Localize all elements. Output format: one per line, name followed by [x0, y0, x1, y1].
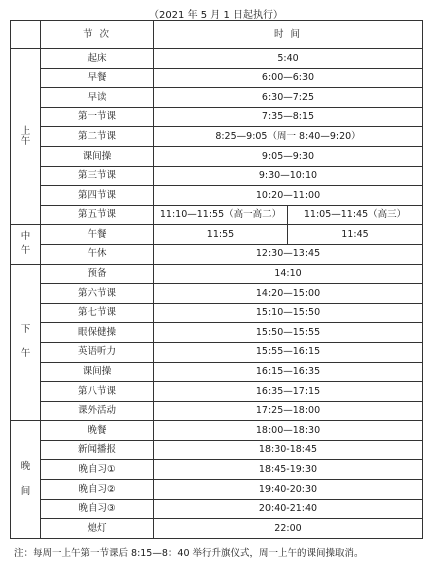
session-time: 6:30—7:25	[154, 88, 423, 108]
session-item: 第二节课	[41, 127, 154, 147]
session-item: 晚自习①	[41, 460, 154, 480]
period-char: 间	[20, 485, 31, 497]
session-item: 眼保健操	[41, 323, 154, 343]
session-time: 22:00	[154, 519, 423, 539]
session-time: 6:00—6:30	[154, 68, 423, 88]
session-item: 第六节课	[41, 284, 154, 304]
footnote: 注：每周一上午第一节课后 8:15—8：40 举行升旗仪式，周一上午的课间操取消。	[14, 548, 364, 559]
session-time: 17:25—18:00	[154, 401, 423, 421]
table-row	[11, 499, 423, 519]
session-item: 早餐	[41, 68, 154, 88]
session-item: 晚自习②	[41, 480, 154, 500]
session-time: 16:35—17:15	[154, 382, 423, 402]
session-item: 晚餐	[41, 421, 154, 441]
session-item: 第三节课	[41, 166, 154, 186]
session-time: 18:45-19:30	[154, 460, 423, 480]
table-row	[11, 323, 423, 343]
session-time: 18:30-18:45	[154, 440, 423, 460]
session-item: 预备	[41, 264, 154, 284]
period-char: 午	[20, 135, 31, 147]
header-blank-cell	[11, 21, 41, 49]
session-time: 9:05—9:30	[154, 146, 423, 166]
session-time: 10:20—11:00	[154, 186, 423, 206]
period-char: 下	[20, 323, 31, 335]
table-row	[11, 264, 423, 284]
table-row	[11, 401, 423, 421]
table-header-row	[11, 21, 423, 49]
session-time: 5:40	[154, 49, 423, 69]
table-row	[11, 284, 423, 304]
period-char: 上	[20, 126, 31, 138]
table-row	[11, 68, 423, 88]
session-item: 第七节课	[41, 303, 154, 323]
session-time: 18:00—18:30	[154, 421, 423, 441]
table-row	[11, 440, 423, 460]
table-row	[11, 88, 423, 108]
session-time-grade12: 11:10—11:55（高一高二）	[154, 205, 288, 225]
session-item: 课间操	[41, 146, 154, 166]
session-time: 19:40-20:30	[154, 480, 423, 500]
table-row	[11, 107, 423, 127]
session-item: 第一节课	[41, 107, 154, 127]
session-time: 16:15—16:35	[154, 362, 423, 382]
session-item: 早读	[41, 88, 154, 108]
session-time: 15:55—16:15	[154, 342, 423, 362]
period-char: 午	[20, 348, 31, 360]
table-row	[11, 421, 423, 441]
session-item: 第八节课	[41, 382, 154, 402]
header-session: 节 次	[41, 21, 154, 49]
session-time: 12:30—13:45	[154, 244, 423, 264]
header-time: 时 间	[154, 21, 423, 49]
session-item: 课间操	[41, 362, 154, 382]
table-row	[11, 146, 423, 166]
session-time-grade12: 11:55	[154, 225, 288, 245]
table-row	[11, 342, 423, 362]
session-time: 14:10	[154, 264, 423, 284]
table-row	[11, 244, 423, 264]
session-time: 9:30—10:10	[154, 166, 423, 186]
session-time: 15:50—15:55	[154, 323, 423, 343]
table-row	[11, 225, 423, 245]
session-time-grade3: 11:05—11:45（高三）	[288, 205, 423, 225]
table-row	[11, 186, 423, 206]
session-item: 晚自习③	[41, 499, 154, 519]
session-time: 15:10—15:50	[154, 303, 423, 323]
session-time: 8:25—9:05（周一 8:40—9:20）	[154, 127, 423, 147]
session-item: 午休	[41, 244, 154, 264]
session-item: 熄灯	[41, 519, 154, 539]
schedule-title: （2021 年 5 月 1 日起执行）	[148, 10, 284, 21]
table-row	[11, 519, 423, 539]
table-row	[11, 49, 423, 69]
session-item: 第四节课	[41, 186, 154, 206]
table-row	[11, 166, 423, 186]
session-time: 20:40-21:40	[154, 499, 423, 519]
period-label-morning	[11, 49, 41, 225]
period-char: 中	[20, 231, 31, 243]
table-row	[11, 362, 423, 382]
schedule-table	[10, 20, 423, 539]
session-item: 第五节课	[41, 205, 154, 225]
table-row	[11, 127, 423, 147]
period-label-noon	[11, 225, 41, 264]
session-item: 新闻播报	[41, 440, 154, 460]
period-char: 晚	[20, 460, 31, 472]
table-row	[11, 460, 423, 480]
table-row	[11, 303, 423, 323]
table-row	[11, 480, 423, 500]
session-item: 起床	[41, 49, 154, 69]
session-time: 14:20—15:00	[154, 284, 423, 304]
period-char: 午	[20, 245, 31, 257]
session-item: 午餐	[41, 225, 154, 245]
session-item: 课外活动	[41, 401, 154, 421]
period-label-evening	[11, 421, 41, 539]
period-label-afternoon	[11, 264, 41, 421]
session-time: 7:35—8:15	[154, 107, 423, 127]
table-row	[11, 382, 423, 402]
session-item: 英语听力	[41, 342, 154, 362]
table-row	[11, 205, 423, 225]
session-time-grade3: 11:45	[288, 225, 423, 245]
